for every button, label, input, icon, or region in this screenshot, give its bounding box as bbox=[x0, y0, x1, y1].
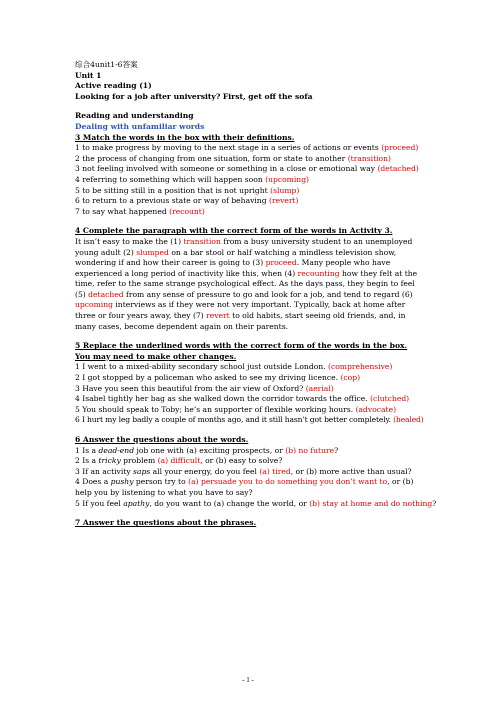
unit-heading: Unit 1 bbox=[75, 70, 102, 80]
ex4-answer-6: upcoming bbox=[75, 300, 113, 310]
ex6-answer-5: (b) stay at home and do nothing bbox=[309, 498, 433, 508]
ex3-answer-3: (detached) bbox=[377, 164, 419, 174]
ex4-title: 4 Complete the paragraph with the correct form of the words in Activity 3. bbox=[75, 226, 393, 236]
ex6-answer-2: (a) difficult bbox=[157, 456, 201, 466]
ex5-answer-6: (healed) bbox=[393, 415, 424, 425]
ex5-item-2: 2 I got stopped by a policeman who asked to see my driving licence. (cop) bbox=[75, 373, 361, 383]
ex3-item-6: 6 to return to a previous state or way of behaving (revert) bbox=[75, 196, 299, 206]
ex4-answer-4: recounting bbox=[297, 268, 340, 278]
ex6-answer-4: (a) persuade you to do something you don’t want to bbox=[188, 477, 388, 487]
ex7-title: 7 Answer the questions about the phrases. bbox=[75, 518, 257, 528]
ex5-answer-4: (clutched) bbox=[370, 394, 410, 404]
ex5-title: 5 Replace the underlined words with the correct form of the words in the box. You may need to make other changes. bbox=[75, 341, 408, 361]
ex5-item-3: 3 Have you seen this beautiful from the air view of Oxford? (aerial) bbox=[75, 383, 334, 393]
ex5-answer-1: (comprehensive) bbox=[328, 362, 393, 372]
ex6-answer-1: (b) no future bbox=[285, 445, 335, 455]
ex5-item-6: 6 I hurt my leg badly a couple of months ago, and it still hasn’t got better completely. (healed) bbox=[75, 415, 424, 425]
ex3-answer-2: (transition) bbox=[347, 153, 391, 163]
page-number: - 1 - bbox=[242, 676, 254, 684]
doc-title: 综合4unit1-6答案 bbox=[75, 60, 138, 69]
ex5-item-4: 4 Isabel tightly her bag as she walked down the corridor towards the office. (clutched) bbox=[75, 394, 410, 404]
sub-heading: Dealing with unfamiliar words bbox=[75, 121, 205, 131]
ex5-answer-3: (aerial) bbox=[305, 383, 334, 393]
ex6-question-4: 4 Does a pushy person try to (a) persuade you to do something you don’t want to, or (b) help you by listening to what you have to say? bbox=[75, 477, 414, 497]
ex3-item-1: 1 to make progress by moving to the next stage in a series of actions or events (proceed) bbox=[75, 143, 419, 153]
ex3-answer-5: (slump) bbox=[270, 185, 300, 195]
article-title: Looking for a job after university? First, get off the sofa bbox=[75, 91, 313, 101]
ex5-item-5: 5 You should speak to Toby; he’s an supporter of flexible working hours. (advocate) bbox=[75, 404, 397, 414]
ex3-item-2: 2 the process of changing from one situation, form or state to another (transition) bbox=[75, 153, 391, 163]
ex3-item-3: 3 not feeling involved with someone or something in a close or emotional way (detached) bbox=[75, 164, 419, 174]
ex5-answer-2: (cop) bbox=[340, 373, 361, 383]
reading-heading: Reading and understanding bbox=[75, 111, 194, 121]
ex3-title: 3 Match the words in the box with their definitions. bbox=[75, 132, 295, 142]
ex4-paragraph: It isn’t easy to make the (1) transition from a busy university student to an unemployed young adult (2) slumped on a bar stool or half watching a mindless television show, wondering if and how their career is going to (3) proceed. Many people who have experienced a long period of inactivity like this, when (4) recounting how they felt at the time, refer to the same strange psychological effect. As the days pass, they begin to feel (5) detached from any sense of pressure to go and look for a job, and tend to regard (6) upcoming interviews as if they were not very important. Typically, back at home after three or four years away, they (7) revert to old habits, start seeing old friends, and, in many cases, become dependent again on their parents. bbox=[75, 236, 418, 331]
ex3-item-7: 7 to say what happened (recount) bbox=[75, 206, 205, 216]
ex5-answer-5: (advocate) bbox=[355, 404, 397, 414]
ex3-answer-1: (proceed) bbox=[381, 143, 419, 153]
ex4-answer-7: revert bbox=[206, 311, 230, 321]
ex3-answer-4: (upcoming) bbox=[265, 174, 310, 184]
ex3-item-5: 5 to be sitting still in a position that is not upright (slump) bbox=[75, 185, 300, 195]
ex6-question-5: 5 If you feel apathy, do you want to (a) change the world, or (b) stay at home and do nothing? bbox=[75, 498, 437, 508]
ex3-answer-6: (revert) bbox=[268, 196, 299, 206]
ex4-answer-1: transition bbox=[183, 236, 221, 246]
ex6-question-3: 3 If an activity saps all your energy, do you feel (a) tired, or (b) more active than usual? bbox=[75, 466, 412, 476]
ex5-item-1: 1 I went to a mixed-ability secondary school just outside London. (comprehensive) bbox=[75, 362, 393, 372]
ex6-question-1: 1 Is a dead-end job one with (a) exciting prospects, or (b) no future? bbox=[75, 445, 339, 455]
ex4-answer-3: proceed bbox=[265, 258, 297, 268]
ex6-question-2: 2 Is a tricky problem (a) difficult, or (b) easy to solve? bbox=[75, 456, 283, 466]
ex3-item-4: 4 referring to something which will happen soon (upcoming) bbox=[75, 174, 310, 184]
ex4-answer-2: slumped bbox=[136, 247, 169, 257]
section-heading: Active reading (1) bbox=[75, 81, 152, 91]
ex6-title: 6 Answer the questions about the words. bbox=[75, 435, 249, 444]
ex3-answer-7: (recount) bbox=[169, 206, 205, 216]
ex4-answer-5: detached bbox=[88, 289, 124, 299]
page-content bbox=[75, 60, 437, 529]
ex6-answer-3: (a) tired bbox=[259, 466, 291, 476]
